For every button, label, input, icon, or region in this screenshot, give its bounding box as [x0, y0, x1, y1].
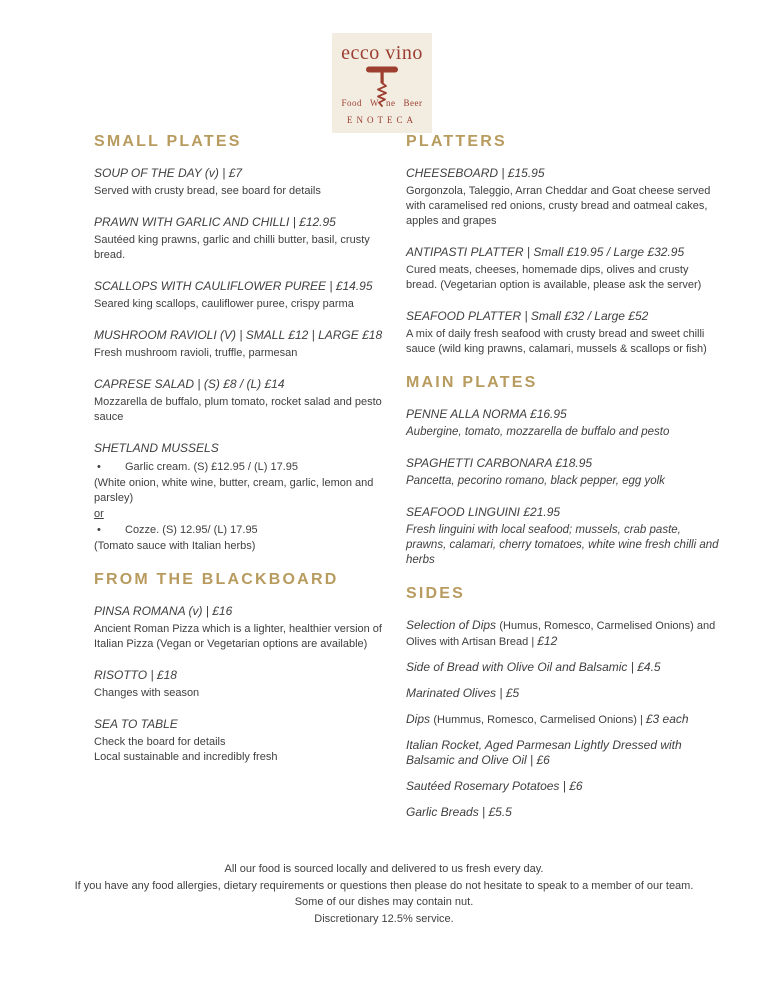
tagline-food: Food — [341, 98, 362, 108]
item-desc: Aubergine, tomato, mozzarella de buffalo and pesto — [406, 426, 670, 438]
item-name: SOUP OF THE DAY (v) | £7 — [94, 166, 243, 180]
side-text: Marinated Olives | £5 — [406, 686, 520, 700]
side-text: Sautéed Rosemary Potatoes | £6 — [406, 779, 583, 793]
menu-item-prawn — [94, 215, 390, 263]
item-desc: Pancetta, pecorino romano, black pepper, egg yolk — [406, 475, 665, 487]
item-name: SCALLOPS WITH CAULIFLOWER PUREE | £14.95 — [94, 279, 373, 293]
option-note: (White onion, white wine, butter, cream, garlic, lemon and parsley) — [94, 477, 374, 504]
side-item-marinated-olives — [406, 686, 720, 702]
right-column — [406, 132, 720, 831]
side-item-bread-olive-oil — [406, 660, 720, 676]
menu-item-antipasti-platter — [406, 245, 720, 293]
menu-item-pinsa — [94, 604, 390, 652]
bullet-icon: • — [97, 524, 101, 536]
side-text: Italian Rocket, Aged Parmesan Lightly Dressed with Balsamic and Olive Oil | £6 — [406, 738, 682, 767]
side-item-rosemary-potatoes — [406, 779, 720, 795]
item-desc: Gorgonzola, Taleggio, Arran Cheddar and Goat cheese served with caramelised red onions, crusty bread and oatmeal cakes, apples and grapes — [406, 185, 711, 227]
menu-item-caprese — [94, 377, 390, 425]
logo-name: ecco vino — [341, 42, 423, 64]
option-text: Garlic cream. (S) £12.95 / (L) 17.95 — [125, 461, 299, 473]
tagline-wine — [370, 97, 396, 109]
mussels-option-2 — [94, 523, 390, 538]
section-title-small-plates: SMALL PLATES — [94, 133, 242, 150]
side-item-selection-of-dips — [406, 618, 720, 650]
tagline-w: W — [370, 98, 379, 108]
logo-enoteca: ENOTECA — [347, 115, 417, 125]
side-text: (Humus, Romesco, Carmelised Onions) and Olives with Artisan Bread | — [406, 620, 716, 648]
tagline-beer: Beer — [403, 98, 423, 108]
side-text: Garlic Breads | £5.5 — [406, 805, 512, 819]
item-name: PRAWN WITH GARLIC AND CHILLI | £12.95 — [94, 215, 336, 229]
side-text: (Hummus, Romesco, Carmelised Onions) | — [433, 714, 646, 726]
tagline-ne: ne — [386, 98, 396, 108]
item-name: PINSA ROMANA (v) | £16 — [94, 604, 233, 618]
footer — [0, 861, 768, 927]
item-name: CAPRESE SALAD | (S) £8 / (L) £14 — [94, 377, 285, 391]
item-name: SEAFOOD PLATTER | Small £32 / Large £52 — [406, 309, 649, 323]
item-desc: Fresh mushroom ravioli, truffle, parmesan — [94, 347, 298, 359]
item-desc: Check the board for details — [94, 736, 226, 748]
menu-item-shetland-mussels — [94, 441, 390, 554]
item-name: SEA TO TABLE — [94, 717, 178, 731]
logo-tagline — [336, 97, 428, 109]
side-item-dips — [406, 712, 720, 728]
item-desc: Local sustainable and incredibly fresh — [94, 751, 278, 763]
bullet-icon: • — [97, 461, 101, 473]
side-item-italian-rocket — [406, 738, 720, 769]
option-text: Cozze. (S) 12.95/ (L) 17.95 — [125, 524, 258, 536]
left-column — [94, 132, 390, 831]
item-desc: Changes with season — [94, 687, 200, 699]
footer-line-nuts: Some of our dishes may contain nut. — [294, 896, 474, 908]
item-desc: Served with crusty bread, see board for details — [94, 185, 321, 197]
side-price: £12 — [537, 634, 558, 648]
menu-item-risotto — [94, 668, 390, 701]
section-title-blackboard: FROM THE BLACKBOARD — [94, 571, 339, 588]
item-name: CHEESEBOARD | £15.95 — [406, 166, 545, 180]
menu-item-carbonara — [406, 456, 720, 489]
item-name: SEAFOOD LINGUINI £21.95 — [406, 505, 561, 519]
option-note: (Tomato sauce with Italian herbs) — [94, 540, 256, 552]
section-title-sides: SIDES — [406, 585, 466, 602]
item-desc: Ancient Roman Pizza which is a lighter, healthier version of Italian Pizza (Vegan or Vegetarian options are available) — [94, 623, 382, 650]
menu-item-soup — [94, 166, 390, 199]
side-item-garlic-breads — [406, 805, 720, 821]
section-title-main-plates: MAIN PLATES — [406, 374, 538, 391]
item-name: ANTIPASTI PLATTER | Small £19.95 / Large £32.95 — [406, 245, 685, 259]
menu-columns — [94, 132, 720, 831]
item-name: RISOTTO | £18 — [94, 668, 177, 682]
side-text: Dips — [406, 712, 434, 726]
menu-item-scallops — [94, 279, 390, 312]
mussels-option-1 — [94, 460, 390, 475]
menu-item-cheeseboard — [406, 166, 720, 229]
section-title-platters: PLATTERS — [406, 133, 507, 150]
item-name: SPAGHETTI CARBONARA £18.95 — [406, 456, 593, 470]
menu-item-mushroom-ravioli — [94, 328, 390, 361]
footer-line-sourcing: All our food is sourced locally and delivered to us fresh every day. — [224, 863, 544, 875]
menu-item-seafood-linguini — [406, 505, 720, 568]
menu-item-penne — [406, 407, 720, 440]
item-name: MUSHROOM RAVIOLI (V) | SMALL £12 | LARGE £18 — [94, 328, 383, 342]
item-desc: Mozzarella de buffalo, plum tomato, rocket salad and pesto sauce — [94, 396, 382, 423]
item-name: SHETLAND MUSSELS — [94, 441, 219, 455]
item-desc: Seared king scallops, cauliflower puree, crispy parma — [94, 298, 354, 310]
menu-item-seafood-platter — [406, 309, 720, 357]
side-text: Selection of Dips — [406, 618, 500, 632]
item-desc: A mix of daily fresh seafood with crusty bread and sweet chilli sauce (wild king prawns, calamari, mussels & scallops or fish) — [406, 328, 707, 355]
logo — [332, 33, 432, 133]
footer-line-service: Discretionary 12.5% service. — [314, 912, 454, 925]
side-price: £3 each — [645, 712, 689, 726]
item-name: PENNE ALLA NORMA £16.95 — [406, 407, 567, 421]
item-desc: Sautéed king prawns, garlic and chilli butter, basil, crusty bread. — [94, 234, 370, 261]
options-divider: or — [94, 508, 104, 520]
menu-item-sea-to-table — [94, 717, 390, 765]
side-text: Side of Bread with Olive Oil and Balsamic | £4.5 — [406, 660, 661, 674]
item-desc: Cured meats, cheeses, homemade dips, olives and crusty bread. (Vegetarian option is available, please ask the server) — [406, 264, 702, 291]
item-desc: Fresh linguini with local seafood; mussels, crab paste, prawns, calamari, cherry tomatoes, white wine fresh chilli and herbs — [406, 524, 719, 566]
footer-line-allergies: If you have any food allergies, dietary requirements or questions then please do not hesitate to speak to a member of our team. — [74, 879, 694, 892]
